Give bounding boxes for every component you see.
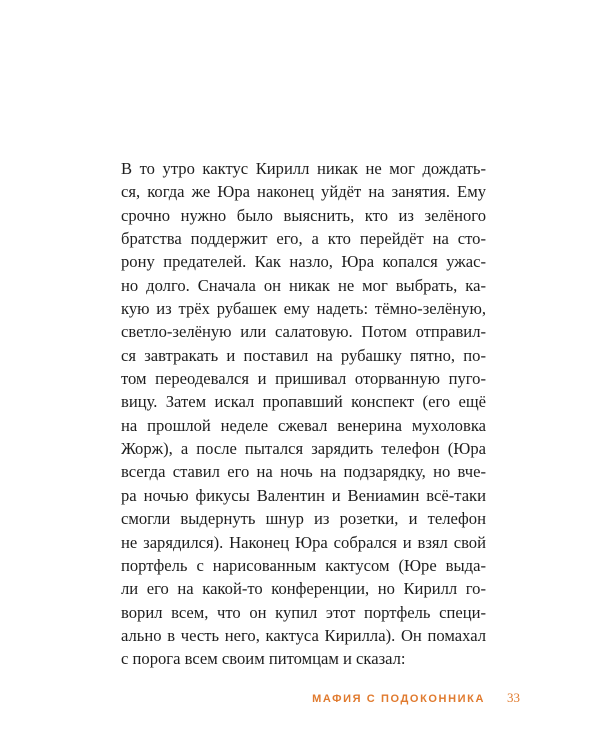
text-line: ся, когда же Юра наконец уйдёт на занятия. Ему	[121, 182, 486, 202]
body-text	[121, 157, 486, 671]
page-number: 33	[507, 690, 520, 705]
text-line: вицу. Затем искал пропавший конспект (его ещё	[121, 392, 486, 412]
text-line: срочно нужно было выяснить, кто из зелёного	[121, 205, 486, 225]
running-title: МАФИЯ С ПОДОКОННИКА	[312, 693, 485, 705]
text-line: Жорж), а после пытался зарядить телефон (Юра	[121, 439, 486, 459]
text-line: на прошлой неделе сжевал венерина мухоловка	[121, 415, 486, 435]
text-line: светло-зелёную или салатовую. Потом отправил-	[121, 322, 486, 342]
text-line: В то утро кактус Кирилл никак не мог дождать-	[121, 159, 486, 178]
text-line: ра ночью фикусы Валентин и Вениамин всё-таки	[121, 485, 486, 505]
text-line: портфель с нарисованным кактусом (Юре выда-	[121, 555, 486, 575]
text-line: всегда ставил его на ночь на подзарядку, но вче-	[121, 462, 486, 482]
text-line: ли его на какой-то конференции, но Кирилл го-	[121, 579, 486, 599]
text-line: ворил всем, что он купил этот портфель специ-	[121, 602, 486, 622]
text-line: с порога всем своим питомцам и сказал:	[121, 649, 406, 669]
text-line: братства поддержит его, а кто перейдёт на сто-	[121, 229, 486, 249]
text-line: не зарядился). Наконец Юра собрался и взял свой	[121, 532, 486, 552]
text-line: но долго. Сначала он никак не мог выбрать, ка-	[121, 275, 486, 295]
text-line: рону предателей. Как назло, Юра копался ужас-	[121, 252, 486, 272]
text-line: ально в честь него, кактуса Кирилла). Он помахал	[121, 625, 486, 645]
text-line: кую из трёх рубашек ему надеть: тёмно-зелёную,	[121, 299, 486, 319]
text-line: ся завтракать и поставил на рубашку пятно, по-	[121, 345, 486, 365]
text-line: том переодевался и пришивал оторванную пуго-	[121, 369, 486, 389]
text-line: смогли выдернуть шнур из розетки, и телефон	[121, 509, 486, 529]
page-footer	[312, 690, 520, 706]
